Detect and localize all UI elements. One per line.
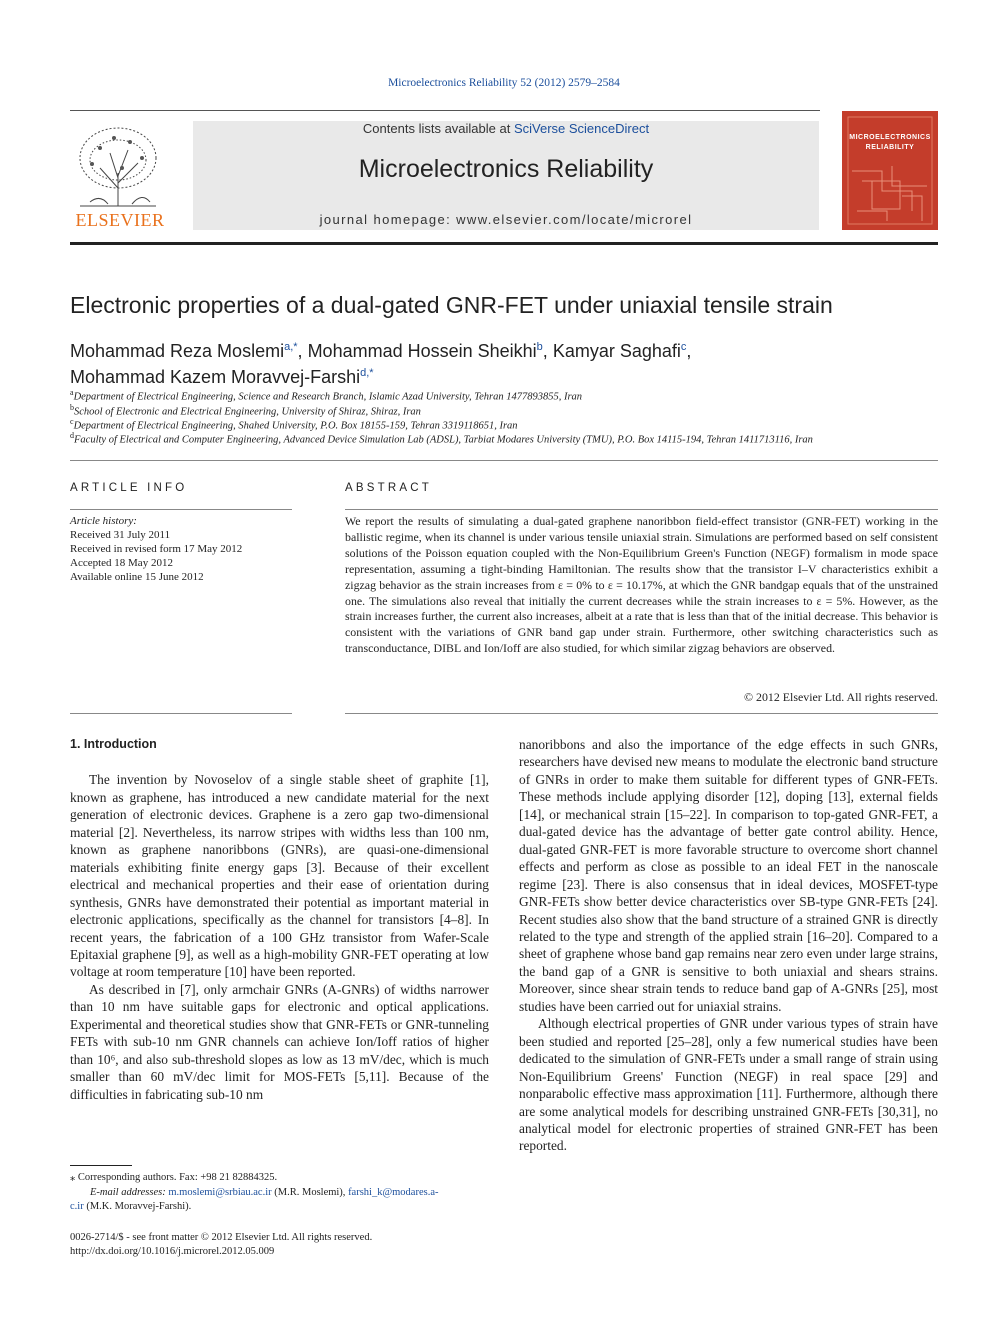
homepage-prefix: journal homepage: [319,212,457,227]
body-paragraph: Although electrical properties of GNR under various types of strain have been studied and reported [25–28], only a few numerical studies have been dedicated to the simulation of GNR-FETs under a small range of strain using Non-Equilibrium Greens' Function (NEGF) in real space [29] and nonparabolic effective mass approximation [11]. Furthermore, although there are some analytical models for describing unstrained GNR-FETs [30,31], no analytical model for electronic properties of strained GNR-FET has been reported. [519,1016,938,1154]
section-heading: 1. Introduction [70,737,157,751]
author-affiliation-mark[interactable]: d,* [360,367,374,379]
affiliation [70,431,940,446]
homepage-url[interactable]: www.elsevier.com/locate/microrel [456,212,693,227]
email-link[interactable]: c.ir [70,1201,84,1212]
email-link[interactable]: farshi_k@modares.a- [348,1187,439,1198]
copyright-notice: © 2012 Elsevier Ltd. All rights reserved. [744,690,938,704]
journal-title: Microelectronics Reliability [358,155,654,183]
affiliation-text: School of Electronic and Electrical Engineering, University of Shiraz, Shiraz, Iran [74,406,421,418]
article-title: Electronic properties of a dual-gated GNR-FET under uniaxial tensile strain [70,292,833,318]
abstract-heading: ABSTRACT [345,482,432,494]
contents-line [193,121,819,136]
body-paragraph: The invention by Novoselov of a single stable sheet of graphite [1], known as graphene, has introduced a new candidate material for the next generation of electronic devices. Graphene is a zero gap two-dimensional material [2]. Nevertheless, its narrow stripes with widths less than 100 nm, known as graphene nanoribbons (GNRs), are quasi-one-dimensional materials exhibiting finite energy gaps [3]. Because of their excellent electrical and mechanical properties and their ease of orientation during synthesis, GNRs have demonstrated their potential as important material in electronic applications, specifically as the channel for transistors [4–8]. In recent years, the fabrication of a 100 GHz transistor from Wafer-Scale Epitaxial graphene [9], as well as a high-mobility GNR-FET operating at low voltage at room temperature [10] have been reported. [70,772,489,980]
elsevier-wordmark: ELSEVIER [75,210,165,230]
affiliation-mark: b [70,403,74,412]
history-item: Received in revised form 17 May 2012 [70,543,243,555]
abstract-rule [345,509,938,510]
corresponding-author-note: ⁎ Corresponding authors. Fax: +98 21 82884325. [70,1172,278,1183]
author-list [70,336,940,388]
author-affiliation-mark[interactable]: b [536,341,543,353]
affiliation [70,417,940,432]
journal-citation[interactable]: Microelectronics Reliability 52 (2012) 2579–2584 [388,77,620,89]
author-name: Kamyar Saghafi [552,341,681,361]
email-note-continued [70,1200,490,1214]
journal-cover-image [842,111,938,230]
header-rule [70,110,820,111]
email-owner: (M.R. Moslemi), [271,1187,349,1198]
affiliation-text: Faculty of Electrical and Computer Engineering, Advanced Device Simulation Lab (ADSL), Tarbiat Modares University (TMU), P.O. Box 14115-194, Tehran 1411713116, Iran [74,434,813,446]
email-owner: (M.K. Moravvej-Farshi). [83,1201,192,1212]
journal-homepage [193,212,819,227]
author-name: Mohammad Reza Moslemi [70,341,285,361]
abstract-bottom-rule [345,713,938,714]
article-info-heading: ARTICLE INFO [70,482,188,494]
author-name: Mohammad Hossein Sheikhi [307,341,537,361]
affiliation-mark: c [70,417,74,426]
article-history [70,514,292,584]
affiliation-text: Department of Electrical Engineering, Science and Research Branch, Islamic Azad University, Tehran 1477893855, Iran [73,391,583,403]
author-separator: , [686,341,692,361]
history-item: Received 31 July 2011 [70,529,171,541]
footnote-rule [70,1165,132,1166]
cover-title-line2: RELIABILITY [865,144,915,151]
article-info-rule [70,509,292,510]
author-affiliation-mark[interactable]: a,* [284,341,298,353]
article-info-bottom-rule [70,713,292,714]
body-paragraph: nanoribbons and also the importance of the edge effects in such GNRs, researchers have devised new means to modulate the electronic band structure of GNRs in order to make them suitable for different types of GNR-FETs. These methods include applying disorder [12], doping [13], external fields [14], or mechanical strain [15–22]. In comparison to top-gated GNR-FET, a dual-gated device has the advantage of better gate control ability. Hence, dual-gated GNR-FET is more favorable structure to overcome short channel effects and perform as close as possible to an ideal FET in the nanoscale regime [23]. There is also consensus that in ideal devices, MOSFET-type GNR-FETs show better device characteristics over SB-type GNR-FETs [24]. Recent studies also show that the band structure of a strained GNR is directly related to the type and strength of the applied strain [16–20]. Compared to a sheet of graphene whose band gap remains near zero even under large strains, the band gap of a GNR is sensitive to both uniaxial and shears strains. Moreover, since shear strain tends to reduce band gap of A-GNRs [25], most studies have been carried out for uniaxial strains. [519,737,938,1014]
author-affiliation-mark[interactable]: c [680,341,687,353]
affiliation-rule [70,460,938,461]
contents-prefix: Contents lists available at [362,121,514,136]
cover-title-line1: MICROELECTRONICS [849,134,931,141]
author-separator: , [297,341,308,361]
affiliation [70,403,940,418]
body-left-column [70,736,489,1103]
spacer [70,753,489,771]
doi-link[interactable]: http://dx.doi.org/10.1016/j.microrel.2012.05.009 [70,1246,275,1257]
sciencedirect-link[interactable]: SciVerse ScienceDirect [513,121,650,136]
history-item: Accepted 18 May 2012 [70,557,173,569]
author-name: Mohammad Kazem Moravvej-Farshi [70,367,361,387]
author-separator: , [542,341,553,361]
issn-line: 0026-2714/$ - see front matter © 2012 Elsevier Ltd. All rights reserved. [70,1232,373,1243]
abstract-text: We report the results of simulating a dual-gated graphene nanoribbon field-effect transistor (GNR-FET) working in the ballistic regime, when its channel is under various tensile uniaxial strain. Simulations are performed based on self consistent solutions of the Poisson equation coupled with the Non-Equilibrium Green's Function (NEGF) formalism in mode space representation, assuming a tight-binding Hamiltonian. The results show that the transistor I–V characteristics exhibit a zigzag behavior as the strain increases from ε = 0% to ε = 10.17%, at which the GNR bandgap equals that of the unstrained one. The simulations also reveal that initially the current decreases while the strain increases to ε = 5%. However, as the strain increases further, the current also increases, albeit at a rate that is less than that of the initial decrease. This behavior is consistent with the variations of GNR band gap under strain. Furthermore, other switching characteristics such as transconductance, DIBL and Ion/Ioff are also studied, for which similar zigzag behaviors are observed. [345,514,938,656]
affiliation [70,388,940,403]
affiliation-mark: d [70,431,74,440]
affiliation-text: Department of Electrical Engineering, Shahed University, P.O. Box 18155-159, Tehran 3319118651, Iran [73,420,518,432]
history-label: Article history: [70,515,137,527]
body-paragraph: As described in [7], only armchair GNRs (A-GNRs) of widths narrower than 10 nm have suitable gaps for electronic and optical applications. Experimental and theoretical studies show that GNR-FETs or GNR-tunneling FETs with sub-10 nm GNR channels can achieve Ion/Ioff ratios of higher than 10⁶, and also sub-threshold slopes as low as 13 mV/dec, which is much smaller than 60 mV/dec limit for MOS-FETs [5,11]. Because of the difficulties in fabricating sub-10 nm [70,981,489,1102]
email-link[interactable]: m.moslemi@srbiau.ac.ir [168,1187,272,1198]
history-item: Available online 15 June 2012 [70,571,204,583]
cover-title [842,133,938,153]
affiliation-mark: a [70,388,74,397]
email-label: E-mail addresses: [90,1187,169,1198]
email-note [70,1186,490,1200]
body-right-column [519,736,938,1155]
header-thick-rule [70,242,938,245]
